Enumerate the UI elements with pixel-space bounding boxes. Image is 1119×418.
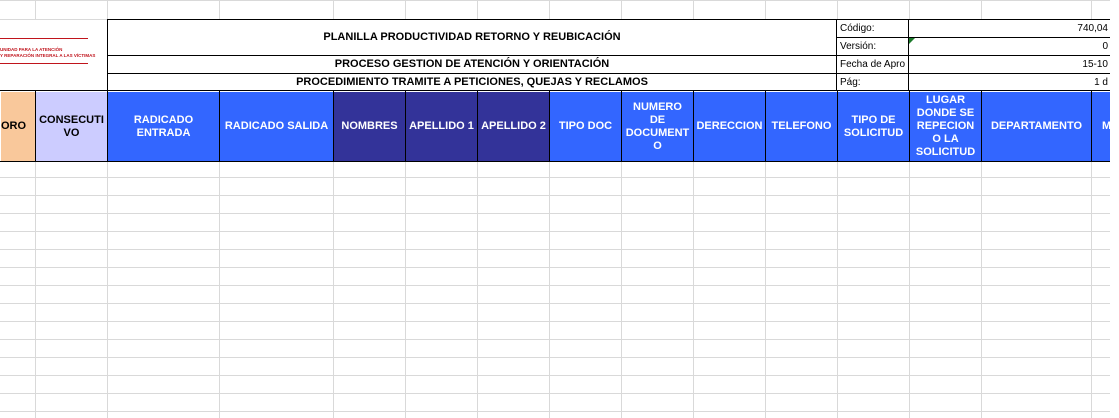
meta-value-page[interactable]: 1 d <box>1094 76 1108 88</box>
grid-row-line <box>0 375 1110 376</box>
column-header-3[interactable]: RADICADO SALIDA <box>220 92 333 161</box>
logo-rule-bottom <box>0 63 88 64</box>
grid-col-line <box>405 0 406 19</box>
process-title[interactable]: PROCESO GESTION DE ATENCIÓN Y ORIENTACIÓN <box>334 58 610 70</box>
grid-col-line <box>837 162 838 418</box>
meta-label-version[interactable]: Versión: <box>840 41 877 52</box>
grid-row-line <box>0 231 1110 232</box>
border-line <box>0 161 1110 162</box>
column-header-6[interactable]: APELLIDO 2 <box>478 92 549 161</box>
grid-row-line <box>0 303 1110 304</box>
border-line <box>837 91 838 162</box>
meta-value-version[interactable]: 0 <box>1102 41 1108 52</box>
column-header-1[interactable]: CONSECUTI VO <box>36 92 107 161</box>
grid-col-line <box>693 162 694 418</box>
grid-row-line <box>0 249 1110 250</box>
grid-col-line <box>621 0 622 19</box>
logo-rule <box>0 38 88 39</box>
procedure-title[interactable]: PROCEDIMIENTO TRAMITE A PETICIONES, QUEJAS Y RECLAMOS <box>296 75 648 88</box>
column-header-9[interactable]: DERECCION <box>694 92 765 161</box>
grid-col-line <box>909 0 910 19</box>
border-line <box>219 91 220 162</box>
border-line <box>909 91 910 162</box>
grid-row-line <box>0 357 1110 358</box>
column-header-11[interactable]: TIPO DE SOLICITUD <box>838 92 909 161</box>
column-header-7[interactable]: TIPO DOC <box>550 92 621 161</box>
grid-col-line <box>219 162 220 418</box>
grid-col-line <box>621 162 622 418</box>
sheet-title[interactable]: PLANILLA PRODUCTIVIDAD RETORNO Y REUBICACIÓN <box>323 30 621 43</box>
grid-row-line <box>0 321 1110 322</box>
column-header-2[interactable]: RADICADO ENTRADA <box>108 92 219 161</box>
border-line <box>0 90 1110 91</box>
border-line <box>107 19 108 91</box>
meta-value-code[interactable]: 740,04 <box>1077 23 1108 34</box>
meta-label-code[interactable]: Código: <box>840 23 875 34</box>
grid-col-line <box>477 162 478 418</box>
grid-col-line <box>35 0 36 19</box>
column-header-12[interactable]: LUGAR DONDE SE REPECION O LA SOLICITUD <box>910 92 981 161</box>
grid-col-line <box>1091 0 1092 19</box>
grid-col-line <box>981 162 982 418</box>
grid-col-line <box>693 0 694 19</box>
grid-row-line <box>0 177 1110 178</box>
column-header-5[interactable]: APELLIDO 1 <box>406 92 477 161</box>
grid-col-line <box>333 0 334 19</box>
border-line <box>477 91 478 162</box>
border-line <box>405 91 406 162</box>
grid-row-line <box>0 195 1110 196</box>
border-line <box>333 91 334 162</box>
grid-col-line <box>1091 162 1092 418</box>
border-line <box>765 91 766 162</box>
column-header-0[interactable]: ORO <box>1 92 35 161</box>
grid-row-line <box>0 285 1110 286</box>
border-line <box>549 91 550 162</box>
border-line <box>107 91 108 162</box>
column-header-8[interactable]: NUMERO DE DOCUMENT O <box>622 92 693 161</box>
grid-col-line <box>765 162 766 418</box>
logo-text-line2: Y REPARACIÓN INTEGRAL A LAS VÍCTIMAS <box>0 53 96 58</box>
grid-col-line <box>405 162 406 418</box>
meta-value-date[interactable]: 15-10 <box>1082 59 1108 70</box>
border-line <box>107 55 1110 56</box>
grid-col-line <box>219 0 220 19</box>
column-header-10[interactable]: TELEFONO <box>766 92 837 161</box>
grid-col-line <box>909 162 910 418</box>
border-line <box>836 37 1110 38</box>
border-line <box>107 73 1110 74</box>
comment-indicator-icon <box>909 38 915 44</box>
grid-col-line <box>549 162 550 418</box>
column-header-4[interactable]: NOMBRES <box>334 92 405 161</box>
grid-col-line <box>477 0 478 19</box>
border-line <box>981 91 982 162</box>
border-line <box>107 19 1110 20</box>
grid-col-line <box>549 0 550 19</box>
grid-col-line <box>765 0 766 19</box>
border-line <box>908 19 909 91</box>
grid-row-line <box>0 411 1110 412</box>
grid-row-line <box>0 267 1110 268</box>
border-line <box>836 19 837 91</box>
grid-row-line <box>0 393 1110 394</box>
grid-row-line <box>0 339 1110 340</box>
border-line <box>621 91 622 162</box>
grid-col-line <box>837 0 838 19</box>
grid-col-line <box>35 162 36 418</box>
logo-text-line1: UNIDAD PARA LA ATENCIÓN <box>0 47 63 52</box>
border-line <box>1091 91 1092 162</box>
grid-row-line <box>0 0 1110 1</box>
column-header-14[interactable]: MU <box>1092 92 1110 161</box>
column-header-13[interactable]: DEPARTAMENTO <box>982 92 1091 161</box>
meta-label-date[interactable]: Fecha de Apro <box>840 59 906 70</box>
border-line <box>693 91 694 162</box>
border-line <box>35 91 36 162</box>
grid-col-line <box>333 162 334 418</box>
grid-col-line <box>981 0 982 19</box>
logo-cell <box>0 19 107 89</box>
grid-row-line <box>0 213 1110 214</box>
grid-col-line <box>107 0 108 19</box>
meta-label-page[interactable]: Pág: <box>840 76 861 88</box>
grid-col-line <box>107 162 108 418</box>
